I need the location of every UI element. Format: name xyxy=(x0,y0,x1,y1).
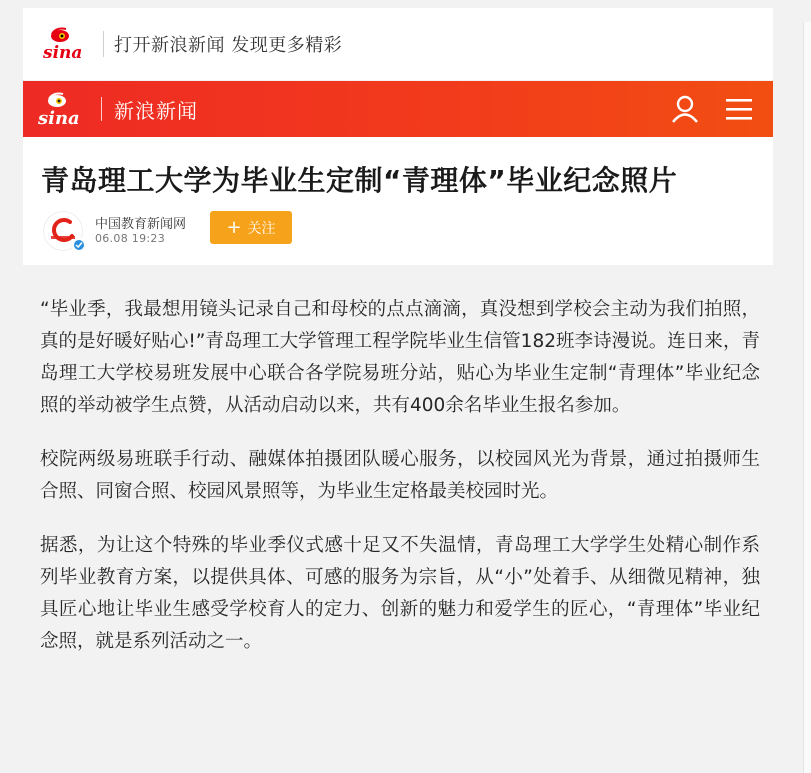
paragraph: 校院两级易班联手行动、融媒体拍摄团队暖心服务，以校园风光为背景，通过拍摄师生合照、同窗合照、校园风景照等，为毕业生定格最美校园时光。 xyxy=(40,449,760,502)
open-app-text[interactable]: 打开新浪新闻 发现更多精彩 xyxy=(114,35,343,56)
paragraph: “毕业季，我最想用镜头记录自己和母校的点点滴滴，真没想到学校会主动为我们拍照，真的是好暖好贴心!”青岛理工大学管理工程学院毕业生信管182班李诗漫说。连日来，青岛理工大学校易班发展中心联合各学院易班分站，贴心为毕业生定制“青理体”毕业纪念照的举动被学生点赞，从活动启动以来，共有400余名毕业生报名参加。 xyxy=(40,299,760,416)
source-avatar[interactable] xyxy=(43,211,83,251)
paragraph: 据悉，为让这个特殊的毕业季仪式感十足又不失温情，青岛理工大学学生处精心制作系列毕业教育方案，以提供具体、可感的服务为宗旨，从“小”处着手、从细微见精神，独具匠心地让毕业生感受学校育人的定力、创新的魅力和爱学生的匠心，“青理体”毕业纪念照，就是系列活动之一。 xyxy=(40,535,760,652)
user-icon[interactable] xyxy=(665,89,705,129)
divider xyxy=(101,97,102,121)
scrollbar-track[interactable] xyxy=(803,22,811,773)
sina-logo-white[interactable] xyxy=(35,89,91,129)
menu-icon[interactable] xyxy=(719,89,759,129)
site-header xyxy=(23,81,773,137)
article-header xyxy=(23,137,773,265)
header-actions xyxy=(651,89,759,129)
publish-time: 06.08 19:23 xyxy=(95,232,165,245)
article-body xyxy=(40,294,760,680)
divider xyxy=(103,31,104,57)
article-title: 青岛理工大学为毕业生定制“青理体”毕业纪念照片 xyxy=(41,164,678,197)
verified-badge-icon xyxy=(72,238,86,252)
open-app-banner[interactable] xyxy=(23,8,773,80)
source-name[interactable]: 中国教育新闻网 xyxy=(95,217,187,232)
svg-text:sina: sina xyxy=(43,43,83,63)
follow-button[interactable] xyxy=(210,211,292,244)
sina-logo xyxy=(37,17,91,71)
plus-icon: + xyxy=(226,216,242,238)
site-name[interactable]: 新浪新闻 xyxy=(114,98,198,123)
follow-label: 关注 xyxy=(247,220,276,237)
svg-text:sina: sina xyxy=(38,108,80,129)
